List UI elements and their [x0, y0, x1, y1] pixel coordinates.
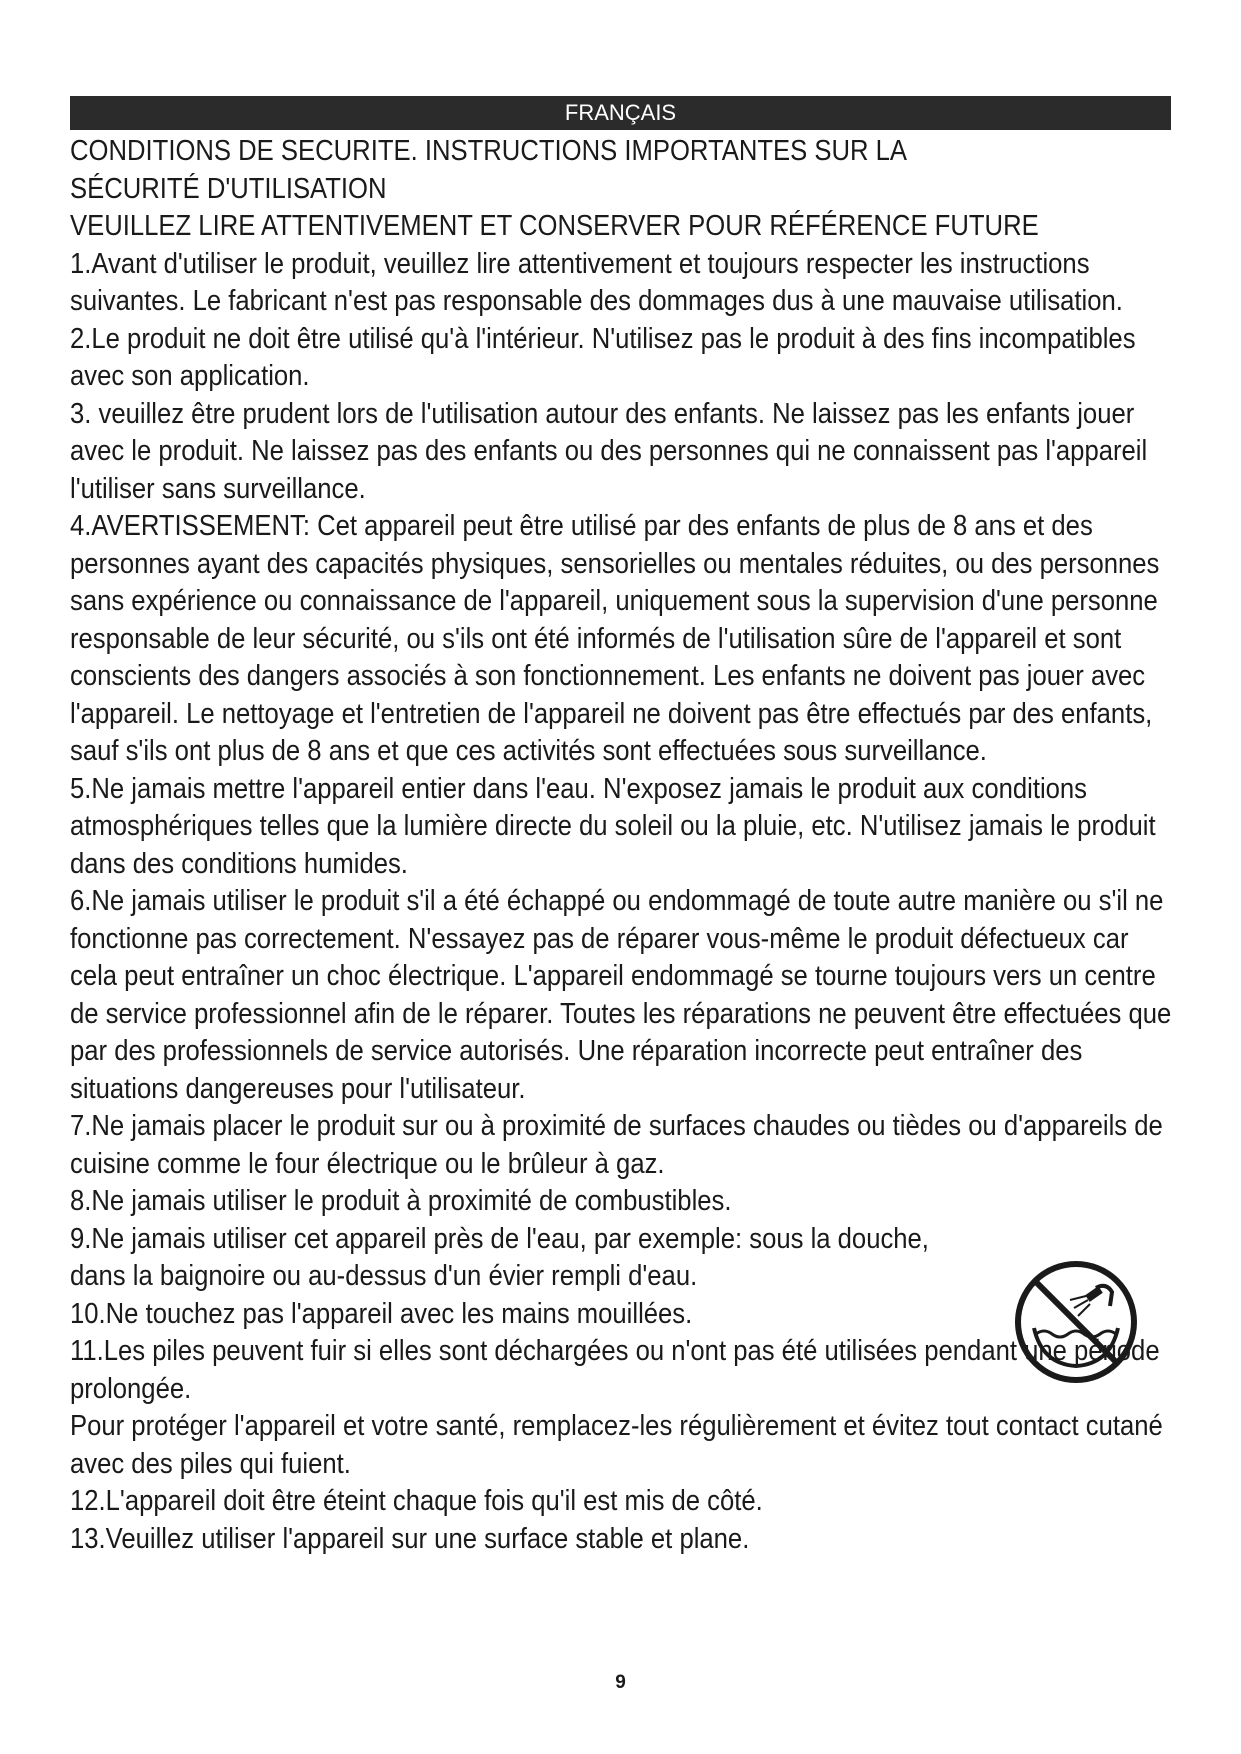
- instruction-6: 6.Ne jamais utiliser le produit s'il a été échappé ou endommagé de toute autre manière ou s'il ne fonctionne pas correctement. N'essayez pas de réparer vous-même le produit défectueux car cela peut entraîner un choc électrique. L'appareil endommagé se tourne toujours vers un centre de service professionnel afin de le réparer. Toutes les réparations ne peuvent être effectuées que par des professionnels de service autorisés. Une réparation incorrecte peut entraîner des situations dangereuses pour l'utilisateur.: [70, 885, 1172, 1105]
- instruction-13: 13.Veuillez utiliser l'appareil sur une surface stable et plane.: [70, 1522, 750, 1555]
- instruction-3: 3. veuillez être prudent lors de l'utilisation autour des enfants. Ne laissez pas les enfants jouer avec le produit. Ne laissez pas des enfants ou des personnes qui ne connaissent pas l'appareil l'utiliser sans surveillance.: [70, 397, 1148, 505]
- heading-safety-conditions: CONDITIONS DE SECURITE. INSTRUCTIONS IMPORTANTES SUR LA SÉCURITÉ D'UTILISATION: [70, 135, 906, 205]
- no-water-icon: [1012, 1258, 1140, 1386]
- instruction-11: 11.Les piles peuvent fuir si elles sont déchargées ou n'ont pas été utilisées pendant une période prolongée.: [70, 1335, 1160, 1405]
- basin-shape: [1034, 1328, 1118, 1366]
- language-label: FRANÇAIS: [564, 100, 677, 125]
- instruction-12: 12.L'appareil doit être éteint chaque fois qu'il est mis de côté.: [70, 1485, 763, 1517]
- shower-nozzle: [1085, 1286, 1103, 1302]
- instruction-8: 8.Ne jamais utiliser le produit à proximité de combustibles.: [70, 1185, 732, 1217]
- page-number: 9: [615, 1672, 626, 1693]
- spray-line-3: [1070, 1296, 1086, 1300]
- prohibition-slash: [1035, 1281, 1117, 1363]
- instruction-4: 4.AVERTISSEMENT: Cet appareil peut être utilisé par des enfants de plus de 8 ans et des personnes ayant des capacités physiques, sensorielles ou mentales réduites, ou des personnes sans expérience ou connaissance de l'appareil, uniquement sous la supervision d'une personne responsable de leur sécurité, ou s'ils ont été informés de l'utilisation sûre de l'appareil et sont conscients des dangers associés à son fonctionnement. Les enfants ne doivent pas jouer avec l'appareil. Le nettoyage et l'entretien de l'appareil ne doivent pas être effectués par des enfants, sauf s'ils ont plus de 8 ans et que ces activités sont effectuées sous surveillance.: [70, 510, 1160, 767]
- language-header-bar: [70, 96, 1171, 130]
- instruction-10: 10.Ne touchez pas l'appareil avec les mains mouillées.: [70, 1297, 693, 1330]
- instruction-1: 1.Avant d'utiliser le produit, veuillez lire attentivement et toujours respecter les instructions suivantes. Le fabricant n'est pas responsable des dommages dus à une mauvaise utilisation.: [70, 247, 1123, 317]
- instruction-2: 2.Le produit ne doit être utilisé qu'à l'intérieur. N'utilisez pas le produit à des fins incompatibles avec son application.: [70, 322, 1136, 392]
- water-wave-icon: [1036, 1331, 1116, 1337]
- instruction-11-note: Pour protéger l'appareil et votre santé, remplacez-les régulièrement et évitez tout contact cutané avec des piles qui fuient.: [70, 1410, 1163, 1480]
- instruction-5: 5.Ne jamais mettre l'appareil entier dans l'eau. N'exposez jamais le produit aux conditions atmosphériques telles que la lumière directe du soleil ou la pluie, etc. N'utilisez jamais le produit dans des conditions humides.: [70, 772, 1156, 880]
- safety-instructions: [70, 133, 1173, 1558]
- instruction-7: 7.Ne jamais placer le produit sur ou à proximité de surfaces chaudes ou tièdes ou d'appareils de cuisine comme le four électrique ou le brûleur à gaz.: [70, 1110, 1163, 1180]
- title-heading: [70, 133, 1173, 246]
- instruction-9: 9.Ne jamais utiliser cet appareil près de l'eau, par exemple: sous la douche, dans la baignoire ou au-dessus d'un évier rempli d'eau.: [70, 1222, 929, 1292]
- heading-read-carefully: VEUILLEZ LIRE ATTENTIVEMENT ET CONSERVER POUR RÉFÉRENCE FUTURE: [70, 210, 1039, 242]
